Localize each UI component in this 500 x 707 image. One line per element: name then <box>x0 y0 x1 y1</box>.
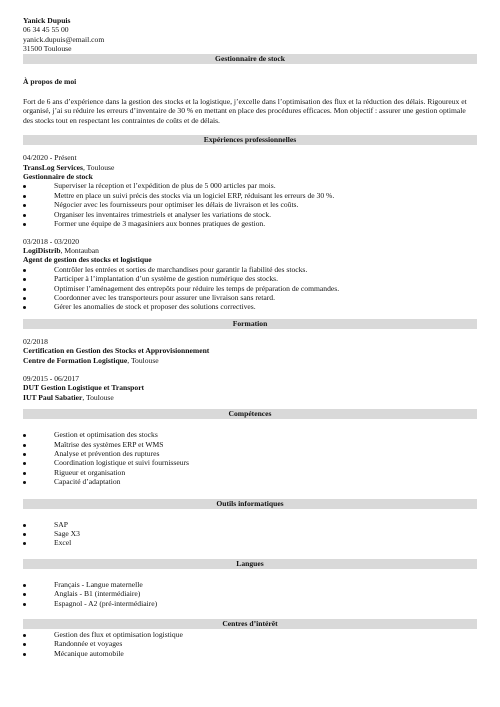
language-item: Espagnol - A2 (pré-intermédiaire) <box>54 598 158 608</box>
skills-section-title: Compétences <box>23 409 477 419</box>
bullet-icon <box>23 524 26 527</box>
skills-list <box>23 430 477 486</box>
education-degree: DUT Gestion Logistique et Transport <box>23 383 145 393</box>
bullet-icon <box>23 306 26 309</box>
tool-item: SAP <box>54 519 68 529</box>
bullet-icon <box>23 453 26 456</box>
job-location: , Montauban <box>60 245 99 255</box>
list-item <box>23 589 477 598</box>
tools-section-title: Outils informatiques <box>23 499 477 509</box>
job-company: LogiDistrib <box>23 245 61 255</box>
list-item <box>23 284 477 293</box>
bullet-icon <box>23 472 26 475</box>
bullet-icon <box>23 481 26 484</box>
list-item <box>23 302 477 311</box>
list-item <box>23 520 477 529</box>
tools-list <box>23 520 477 548</box>
education-school: Centre de Formation Logistique <box>23 355 128 365</box>
skill-item: Maîtrise des systèmes ERP et WMS <box>54 439 164 449</box>
contact-name: Yanick Dupuis <box>23 16 71 25</box>
education-section-title: Formation <box>23 319 477 329</box>
contact-phone: 06 34 45 55 00 <box>23 25 69 35</box>
list-item <box>23 191 477 200</box>
skill-item: Gestion et optimisation des stocks <box>54 430 158 440</box>
bullet-icon <box>23 269 26 272</box>
job-task: Optimiser l’aménagement des entrepôts pour réduire les temps de préparation de commandes. <box>54 283 340 293</box>
job-task: Organiser les inventaires trimestriels et analyser les variations de stock. <box>54 209 272 219</box>
bullet-icon <box>23 533 26 536</box>
list-item <box>23 219 477 228</box>
interest-item: Mécanique automobile <box>54 648 124 658</box>
bullet-icon <box>23 195 26 198</box>
education-location: , Toulouse <box>127 355 159 365</box>
about-title: À propos de moi <box>23 76 77 86</box>
contact-email: yanick.dupuis@email.com <box>23 34 105 44</box>
bullet-icon <box>23 603 26 606</box>
skill-item: Analyse et prévention des ruptures <box>54 449 160 458</box>
job-task: Participer à l’implantation d’un système de gestion numérique des stocks. <box>54 274 278 284</box>
tool-item: Sage X3 <box>54 529 80 539</box>
bullet-icon <box>23 462 26 465</box>
job-dates: 03/2018 - 03/2020 <box>23 236 80 246</box>
job-task-list <box>23 181 477 228</box>
education-school-line <box>23 356 477 365</box>
job-company-line <box>23 246 477 255</box>
contact-city: 31500 Toulouse <box>23 44 72 54</box>
list-item <box>23 639 477 648</box>
interests-section-title: Centres d’intérêt <box>23 619 477 629</box>
job-dates: 04/2020 - Présent <box>23 153 77 163</box>
list-item <box>23 210 477 219</box>
list-item <box>23 538 477 547</box>
list-item <box>23 599 477 608</box>
list-item <box>23 293 477 302</box>
interest-item: Randonnée et voyages <box>54 639 123 649</box>
bullet-icon <box>23 185 26 188</box>
list-item <box>23 430 477 439</box>
job-2 <box>23 237 477 312</box>
list-item <box>23 181 477 190</box>
languages-list <box>23 580 477 608</box>
list-item <box>23 468 477 477</box>
skill-item: Coordination logistique et suivi fournisseurs <box>54 458 189 468</box>
job-role: Agent de gestion des stocks et logistique <box>23 255 152 265</box>
bullet-icon <box>23 223 26 226</box>
job-task: Contrôler les entrées et sorties de marchandises pour garantir la fiabilité des stocks. <box>54 264 308 274</box>
job-task: Former une équipe de 3 magasiniers aux bonnes pratiques de gestion. <box>54 219 266 229</box>
interests-list <box>23 630 477 658</box>
list-item <box>23 630 477 639</box>
list-item <box>23 649 477 658</box>
language-item: Anglais - B1 (intermédiaire) <box>54 589 141 599</box>
list-item <box>23 529 477 538</box>
education-location: , Toulouse <box>82 392 114 402</box>
bullet-icon <box>23 653 26 656</box>
list-item <box>23 580 477 589</box>
bullet-icon <box>23 634 26 637</box>
bullet-icon <box>23 444 26 447</box>
job-task: Gérer les anomalies de stock et proposer des solutions correctives. <box>54 302 256 312</box>
education-item-2 <box>23 374 477 402</box>
tool-item: Excel <box>54 538 72 548</box>
skill-item: Rigueur et organisation <box>54 467 126 477</box>
list-item <box>23 265 477 274</box>
list-item <box>23 274 477 283</box>
experience-section-title: Expériences professionnelles <box>23 135 477 145</box>
job-task: Négocier avec les fournisseurs pour optimiser les délais de livraison et les coûts. <box>54 200 299 210</box>
languages-section-title: Langues <box>23 559 477 569</box>
bullet-icon <box>23 297 26 300</box>
job-company-line <box>23 163 477 172</box>
bullet-icon <box>23 214 26 217</box>
list-item <box>23 449 477 458</box>
education-school: IUT Paul Sabatier <box>23 392 83 402</box>
job-company: TransLog Services <box>23 162 83 172</box>
bullet-icon <box>23 434 26 437</box>
education-school-line <box>23 393 477 402</box>
bullet-icon <box>23 288 26 291</box>
bullet-icon <box>23 584 26 587</box>
skill-item: Capacité d’adaptation <box>54 477 121 487</box>
education-dates: 02/2018 <box>23 336 48 346</box>
education-item-1 <box>23 337 477 365</box>
interest-item: Gestion des flux et optimisation logistique <box>54 630 183 640</box>
bullet-icon <box>23 643 26 646</box>
headline-bar: Gestionnaire de stock <box>23 54 477 64</box>
list-item <box>23 458 477 467</box>
list-item <box>23 477 477 486</box>
job-location: , Toulouse <box>82 162 115 172</box>
job-task: Superviser la réception et l’expédition de plus de 5 000 articles par mois. <box>54 181 276 191</box>
bullet-icon <box>23 278 26 281</box>
job-task: Mettre en place un suivi précis des stocks via un logiciel ERP, réduisant les erreurs de 30 %. <box>54 190 335 200</box>
job-task: Coordonner avec les transporteurs pour assurer une livraison sans retard. <box>54 292 275 302</box>
contact-block <box>23 16 477 54</box>
job-role: Gestionnaire de stock <box>23 172 93 182</box>
education-dates: 09/2015 - 06/2017 <box>23 373 80 383</box>
language-item: Français - Langue maternelle <box>54 579 143 589</box>
bullet-icon <box>23 204 26 207</box>
list-item <box>23 200 477 209</box>
bullet-icon <box>23 542 26 545</box>
education-degree: Certification en Gestion des Stocks et Approvisionnement <box>23 346 210 356</box>
list-item <box>23 440 477 449</box>
job-task-list <box>23 265 477 312</box>
job-1 <box>23 153 477 228</box>
bullet-icon <box>23 593 26 596</box>
about-text: Fort de 6 ans d’expérience dans la gestion des stocks et la logistique, j’excelle dans l’optimisation des flux et la réduction des délais. Rigoureux et organisé, j’ai su réduire les erreurs d’inventaire de 30 % en mettant en place des procédures efficaces. Mon objectif : assurer une gestion optimale des stocks tout en respectant les contraintes de coûts et de délais. <box>23 97 467 125</box>
